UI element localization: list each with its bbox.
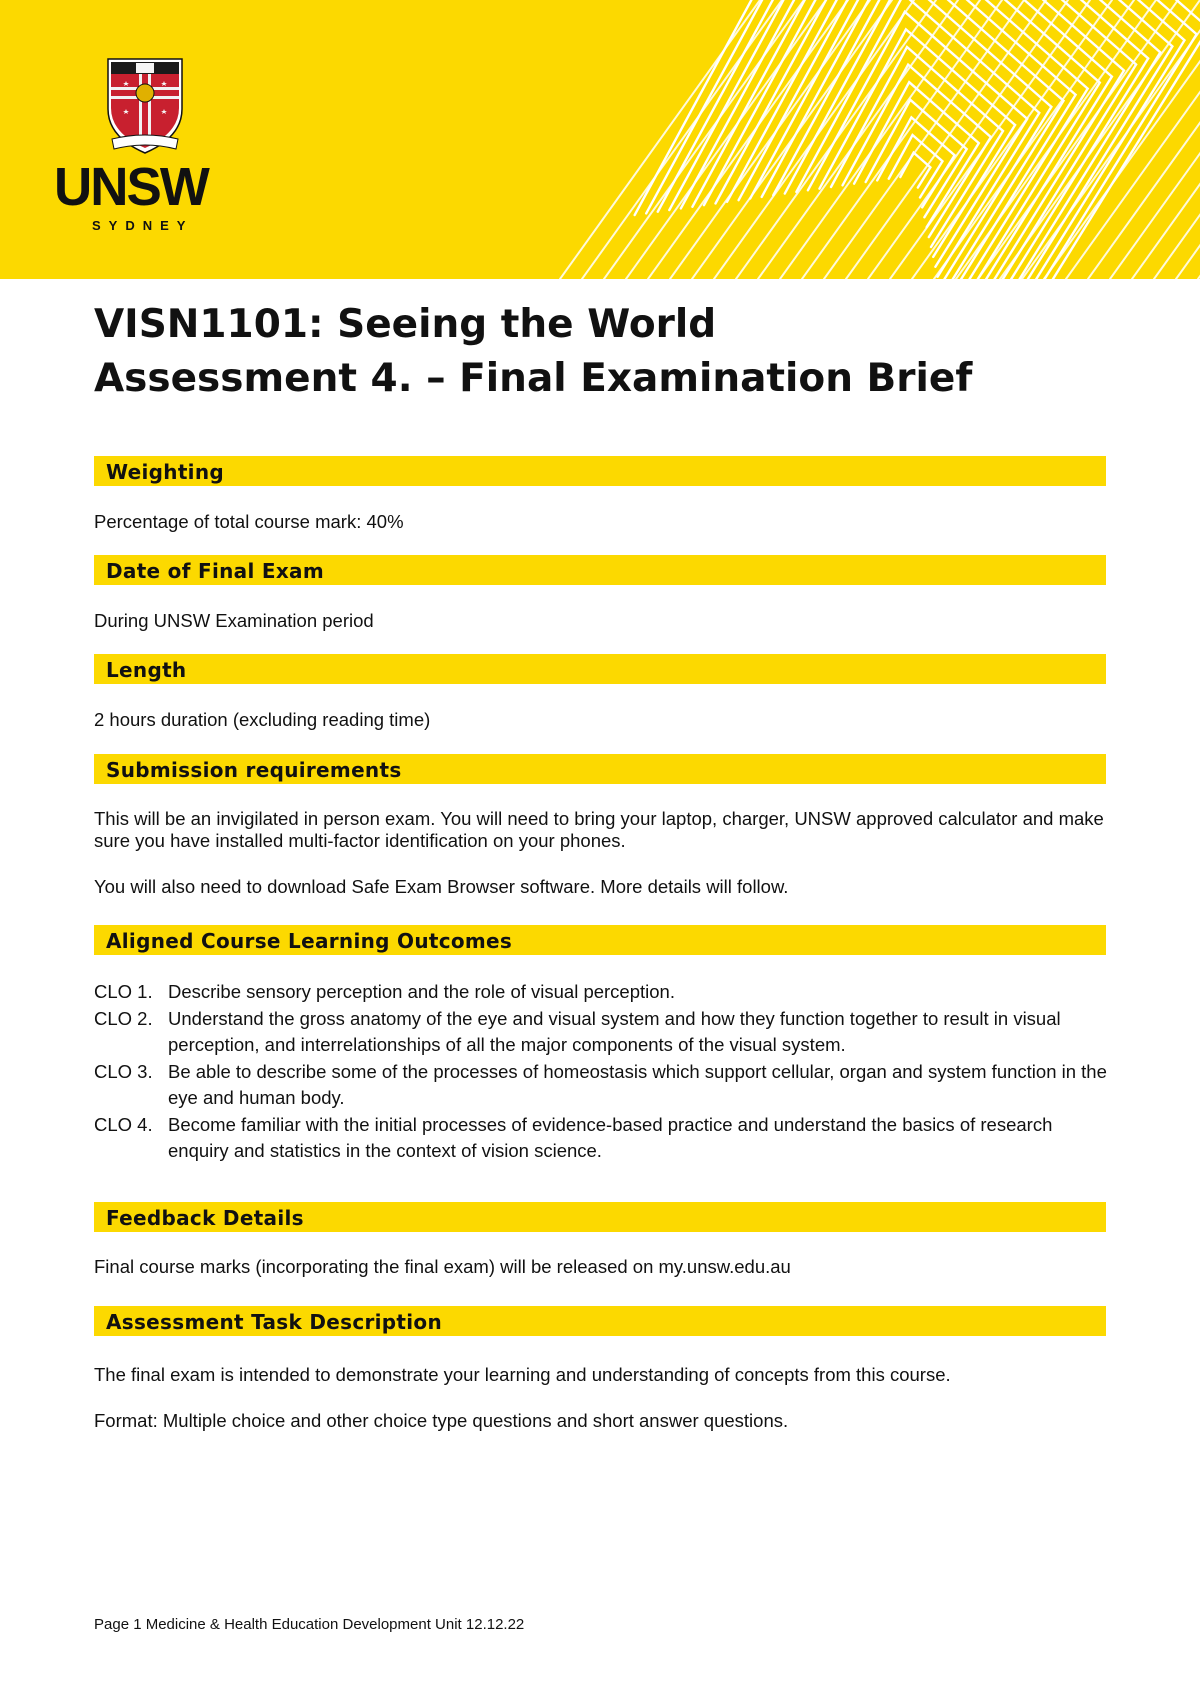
section-heading-feedback: Feedback Details [94, 1202, 1106, 1232]
clo-text: Understand the gross anatomy of the eye and visual system and how they function together to result in visual perception, and interrelationships of all the major components of the visual system. [168, 1007, 1061, 1055]
banner-diagonal [626, 0, 826, 279]
list-item [94, 1059, 1114, 1112]
logo-subtitle: SYDNEY [92, 218, 194, 233]
section-heading-length: Length [94, 654, 1106, 684]
length-text: 2 hours duration (excluding reading time) [94, 709, 431, 730]
banner-diagonal [956, 0, 1156, 279]
feedback-text: Final course marks (incorporating the final exam) will be released on my.unsw.edu.au [94, 1256, 791, 1277]
title-line-1: VISN1101: Seeing the World [94, 302, 717, 347]
banner-diagonal [1066, 0, 1200, 279]
section-heading-date: Date of Final Exam [94, 555, 1106, 585]
clo-label: CLO 1. [94, 981, 153, 1002]
section-heading-weighting: Weighting [94, 456, 1106, 486]
clo-label: CLO 3. [94, 1060, 153, 1082]
section-heading-outcomes: Aligned Course Learning Outcomes [94, 925, 1106, 955]
submission-text-2: You will also need to download Safe Exam Browser software. More details will follow. [94, 876, 789, 897]
clo-text: Describe sensory perception and the role of visual perception. [168, 981, 675, 1002]
task-text-1: The final exam is intended to demonstrate your learning and understanding of concepts from this course. [94, 1364, 951, 1385]
clo-label: CLO 4. [94, 1113, 153, 1135]
unsw-logo [54, 52, 234, 242]
title-line-2: Assessment 4. – Final Examination Brief [94, 356, 973, 401]
banner-diagonal [824, 0, 1024, 279]
banner-diagonal [802, 0, 1002, 279]
banner-diagonal [648, 0, 848, 279]
banner-diagonal [780, 0, 980, 279]
clo-label: CLO 2. [94, 1007, 153, 1029]
section-heading-submission: Submission requirements [94, 754, 1106, 784]
clo-text: Be able to describe some of the processes of homeostasis which support cellular, organ and system function in the eye and human body. [168, 1060, 1107, 1108]
banner-diagonal [582, 0, 782, 279]
crest-icon [106, 57, 184, 157]
list-item [94, 979, 1114, 1006]
logo-wordmark: UNSW [54, 157, 208, 217]
weighting-text: Percentage of total course mark: 40% [94, 511, 404, 532]
list-item [94, 1112, 1114, 1165]
list-item [94, 1006, 1114, 1059]
banner-diagonal [604, 0, 804, 279]
date-text: During UNSW Examination period [94, 610, 374, 631]
page-title [94, 298, 972, 406]
submission-text-1: This will be an invigilated in person exam. You will need to bring your laptop, charger, UNSW approved calculator and make sure you have installed multi-factor identification on your phones. [94, 808, 1104, 851]
header-banner [0, 0, 1200, 279]
clo-text: Become familiar with the initial processes of evidence-based practice and understand the basics of research enquiry and statistics in the context of vision science. [168, 1113, 1053, 1161]
page-footer: Page 1 Medicine & Health Education Development Unit 12.12.22 [94, 1616, 525, 1633]
task-text-2: Format: Multiple choice and other choice type questions and short answer questions. [94, 1410, 789, 1431]
outcomes-list [94, 979, 1114, 1165]
section-heading-task: Assessment Task Description [94, 1306, 1106, 1336]
